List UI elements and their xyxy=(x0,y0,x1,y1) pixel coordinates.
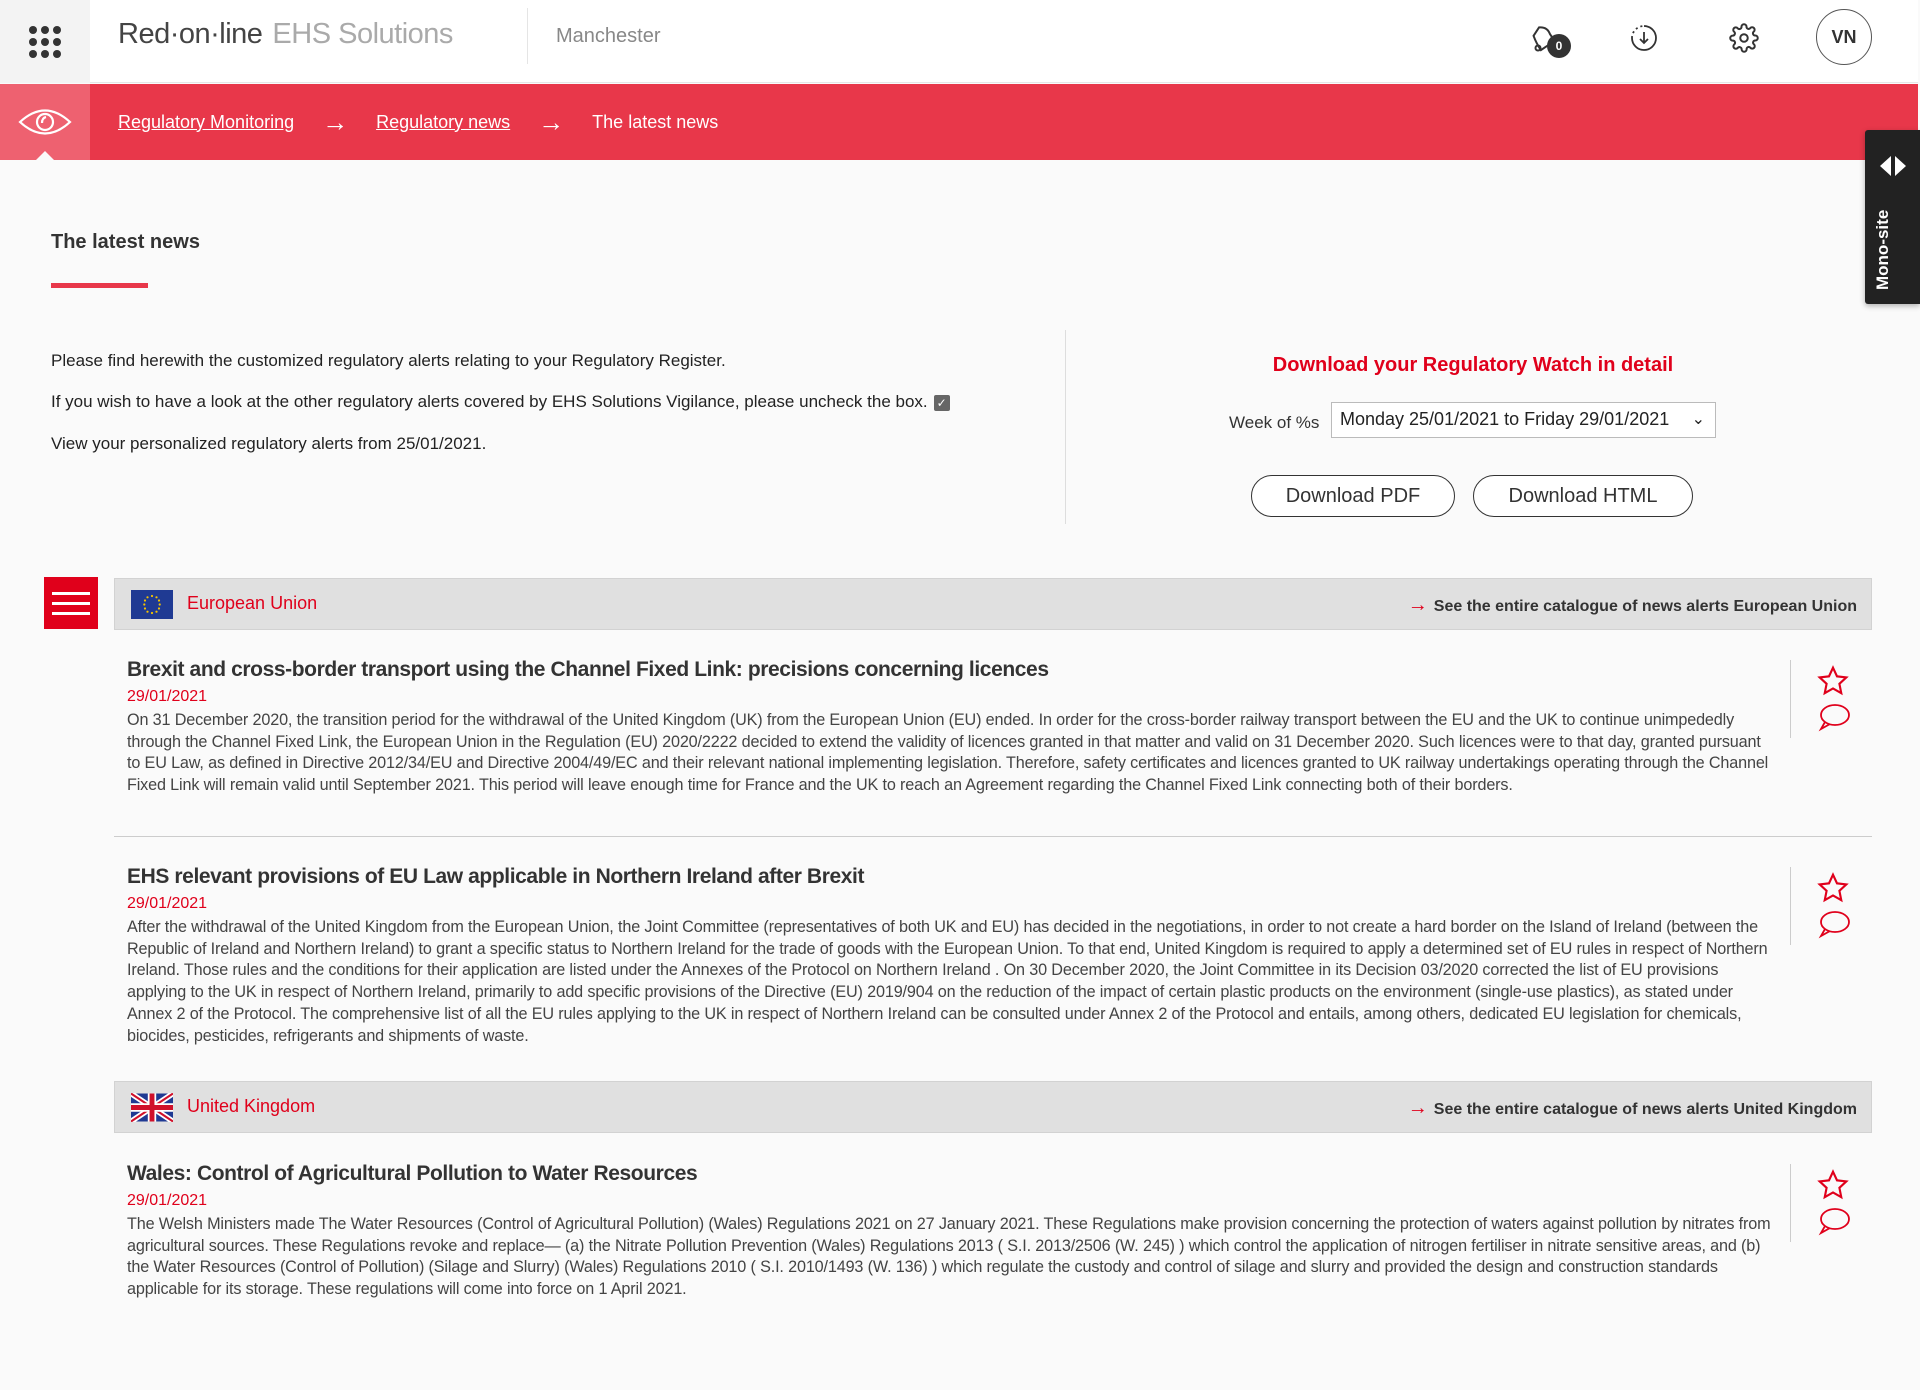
star-icon[interactable] xyxy=(1817,872,1849,904)
divider xyxy=(1065,330,1066,524)
notifications-button[interactable] xyxy=(1525,18,1565,58)
page-title: The latest news xyxy=(51,231,200,253)
breadcrumb xyxy=(118,84,718,160)
mono-site-toggle[interactable]: Mono-site xyxy=(1865,130,1920,304)
uk-flag-icon xyxy=(131,1093,173,1122)
download-html-button[interactable]: Download HTML xyxy=(1473,475,1693,517)
breadcrumb-regulatory-news[interactable]: Regulatory news xyxy=(376,111,511,132)
download-title: Download your Regulatory Watch in detail xyxy=(1272,354,1674,376)
intro-text: Please find herewith the customized regulatory alerts relating to your Regulatory Register. xyxy=(51,351,726,370)
download-history-icon xyxy=(1629,23,1659,53)
notification-count: 0 xyxy=(1547,34,1571,58)
arrow-right-icon: → xyxy=(322,106,349,137)
download-pdf-button[interactable]: Download PDF xyxy=(1251,475,1455,517)
eu-flag-icon xyxy=(131,590,173,619)
section-name: European Union xyxy=(187,593,318,613)
star-icon[interactable] xyxy=(1817,665,1849,697)
intro-date-text: View your personalized regulatory alerts from 25/01/2021. xyxy=(51,434,487,453)
week-label: Week of %s xyxy=(1229,413,1320,432)
news-date: 29/01/2021 xyxy=(127,895,208,912)
expand-arrows-icon xyxy=(1880,156,1906,176)
news-actions xyxy=(1790,660,1850,738)
news-date: 29/01/2021 xyxy=(127,688,208,705)
week-select[interactable]: Monday 25/01/2021 to Friday 29/01/2021 ⌄ xyxy=(1331,402,1716,438)
comment-icon[interactable] xyxy=(1817,909,1851,939)
breadcrumb-bar xyxy=(0,84,1918,160)
module-icon-box xyxy=(0,84,90,160)
breadcrumb-current: The latest news xyxy=(592,111,719,132)
top-bar xyxy=(0,0,1918,83)
news-item xyxy=(127,865,1777,1047)
section-name: United Kingdom xyxy=(187,1096,316,1116)
catalogue-link-eu[interactable]: → See the entire catalogue of news alerts European Union xyxy=(1407,594,1857,616)
gear-icon xyxy=(1729,23,1759,53)
news-actions xyxy=(1790,1164,1850,1242)
title-underline xyxy=(51,283,148,288)
intro-filter-text: If you wish to have a look at the other regulatory alerts covered by EHS Solutions Vigilance, please uncheck the box. ✓ xyxy=(51,392,950,412)
news-item xyxy=(127,1162,1777,1301)
news-item xyxy=(127,658,1777,797)
settings-button[interactable] xyxy=(1724,18,1764,58)
news-actions xyxy=(1790,867,1850,945)
downloads-button[interactable] xyxy=(1624,18,1664,58)
comment-icon[interactable] xyxy=(1817,1206,1851,1236)
news-title[interactable]: Brexit and cross-border transport using the Channel Fixed Link: precisions concerning licences xyxy=(127,658,1049,681)
news-title[interactable]: EHS relevant provisions of EU Law applicable in Northern Ireland after Brexit xyxy=(127,865,865,888)
breadcrumb-regulatory-monitoring[interactable]: Regulatory Monitoring xyxy=(118,111,295,132)
arrow-right-icon: → xyxy=(1407,594,1428,616)
arrow-right-icon: → xyxy=(538,106,565,137)
app-launcher-button[interactable] xyxy=(0,0,90,83)
avatar[interactable]: VN xyxy=(1816,9,1872,65)
news-body: After the withdrawal of the United Kingdom from the European Union, the Joint Committee (representatives of both UK and EU) has decided in the negotiations, in order to not create a hard border on the Island of Ireland (between the Republic of Ireland and Northern Ireland) to grant a specific status to Northern Ireland for the trade of goods with the European Union. To that end, United Kingdom is required to apply a determined set of EU rules in respect of Northern Ireland. Those rules and the conditions for their application are listed under the Annexes of the Protocol on Northern Ireland . On 30 December 2020, the Joint Committee in its Decision 03/2020 corrected the list of EU provisions applying to the UK in respect of Northern Ireland, primarily to add specific provisions of the Directive (EU) 2019/904 on the reduction of the impact of certain plastic products on the environment (single-use plastics), as stated under Annex 2 of the Protocol. The comprehensive list of all the EU rules applying to the UK in respect of Northern Ireland can be consulted under Annex 2 of the Protocol and entails, among others, dedicated EU legislation for chemicals, biocides, pesticides, refrigerants and shipments of waste. xyxy=(127,918,1768,1045)
hamburger-menu-button[interactable] xyxy=(44,577,98,629)
divider xyxy=(114,836,1872,837)
news-body: The Welsh Ministers made The Water Resources (Control of Agricultural Pollution) (Wales) Regulations 2021 on 27 January 2021. These Regulations make provision concerning the protection of waters against pollution by nitrates from agricultural sources. These Regulations revoke and replace— (a) the Nitrate Pollution Prevention (Wales) Regulations 2013 ( S.I. 2013/2506 (W. 245) ) which control the application of nitrogen fertiliser in nitrate sensitive areas, and (b) the Water Resources (Control of Pollution) (Silage and Slurry) (Wales) Regulations 2010 ( S.I. 2010/1493 (W. 136) ) which regulate the custody and control of silage and slurry and provided the design and construction standards applicable for its storage. These regulations will come into force on 1 April 2021. xyxy=(127,1215,1771,1299)
comment-icon[interactable] xyxy=(1817,702,1851,732)
news-body: On 31 December 2020, the transition period for the withdrawal of the United Kingdom (UK) from the European Union (EU) ended. In order for the cross-border railway transport between the EU and the UK to continue unimpededly through the Channel Fixed Link, the European Union in the Regulation (EU) 2020/2222 decided to extend the validity of licences granted in that matter and valid on 31 December 2020. Such licences were to that day, granted pursuant to EU Law, as defined in Directive 2012/34/EU and Directive 2004/49/EC and their relevant national implementing legislation. Therefore, safety certificates and licences granted to UK railway undertakings operating through the Channel Fixed Link will remain valid until September 2021. This period will leave enough time for France and the UK to reach an Agreement regarding the Channel Fixed Link connecting both of their borders. xyxy=(127,711,1769,795)
catalogue-link-uk[interactable]: → See the entire catalogue of news alerts United Kingdom xyxy=(1407,1097,1857,1119)
divider xyxy=(527,8,528,64)
section-header-eu xyxy=(114,578,1872,630)
logo[interactable]: Red·on·line EHS Solutions xyxy=(118,18,453,50)
site-name[interactable]: Manchester xyxy=(556,25,661,47)
filter-checkbox[interactable]: ✓ xyxy=(934,395,950,411)
section-header-uk xyxy=(114,1081,1872,1133)
eye-icon xyxy=(17,105,73,139)
grid-icon xyxy=(29,26,61,58)
star-icon[interactable] xyxy=(1817,1169,1849,1201)
news-date: 29/01/2021 xyxy=(127,1192,208,1209)
chevron-down-icon: ⌄ xyxy=(1691,411,1705,428)
news-title[interactable]: Wales: Control of Agricultural Pollution to Water Resources xyxy=(127,1162,698,1185)
arrow-right-icon: → xyxy=(1407,1097,1428,1119)
